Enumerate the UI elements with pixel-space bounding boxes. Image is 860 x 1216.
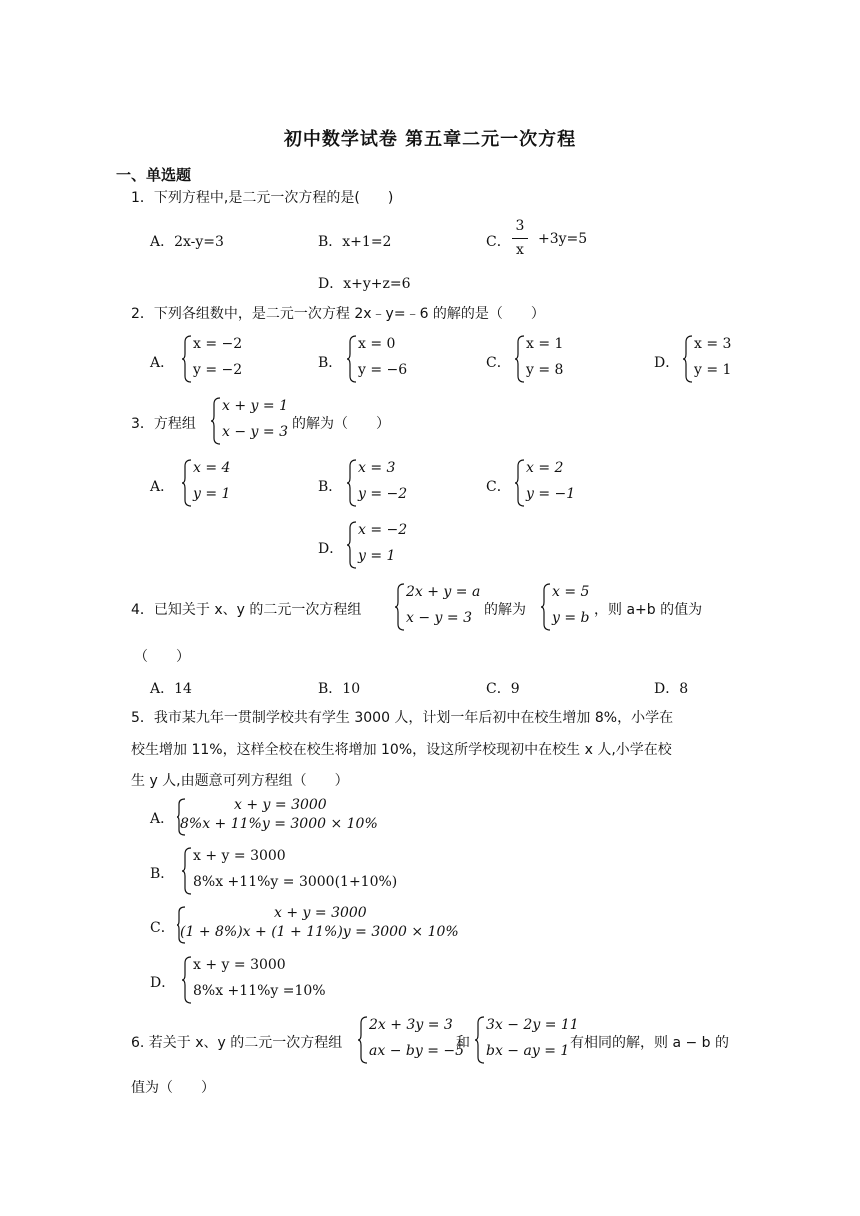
q3-option-c-system (514, 458, 594, 508)
question-5-line-2: 校生增加 11%，这样全校在校生将增加 10%，设这所学校现初中在校生 x 人,小学在校 (131, 742, 672, 758)
left-brace-icon (474, 1015, 486, 1065)
equation-row: x = −2 (358, 522, 408, 538)
q5-option-c-system (176, 905, 476, 945)
question-4-mid: 的解为 (484, 602, 526, 618)
q1-option-b: B．x+1=2 (318, 234, 392, 250)
equation-row: y = 1 (193, 486, 231, 502)
left-brace-icon (357, 1015, 369, 1065)
q4-option-a: A．14 (150, 681, 192, 697)
equation-row: x = 4 (193, 460, 231, 476)
q2-option-d-label: D． (654, 355, 680, 371)
equation-row: y = 8 (526, 362, 564, 378)
q5-option-c-label: C． (150, 920, 175, 936)
q5-option-d-system (181, 955, 381, 1005)
q2-option-a-label: A． (150, 355, 175, 371)
q1-option-d: D．x+y+z=6 (318, 276, 411, 292)
left-brace-icon (514, 458, 526, 508)
equation-row: x + y = 3000 (234, 797, 327, 813)
question-6-mid: 和 (456, 1035, 470, 1051)
equation-row: x = 5 (552, 584, 590, 600)
q2-option-b-label: B． (318, 355, 343, 371)
equation-row: x − y = 3 (406, 610, 472, 626)
equation-row: y = 1 (358, 548, 396, 564)
question-1-text: 1．下列方程中,是二元一次方程的是( ) (131, 190, 394, 206)
question-6-prefix: 6. 若关于 x、y 的二元一次方程组 (131, 1035, 343, 1051)
left-brace-icon (346, 520, 358, 570)
equation-row: x + y = 3000 (193, 957, 286, 973)
question-2-text: 2．下列各组数中，是二元一次方程 2x﹣y=﹣6 的解的是（ ） (131, 306, 545, 322)
q6-system-2 (474, 1015, 579, 1065)
q5-option-a-system (176, 797, 406, 837)
equation-row: x = 3 (358, 460, 396, 476)
section-heading: 一、单选题 (116, 166, 192, 184)
equation-row: (1 + 8%)x + (1 + 11%)y = 3000 × 10% (180, 924, 459, 940)
fraction-numerator: 3 (515, 218, 525, 234)
equation-row: x = −2 (193, 336, 243, 352)
equation-row: 8%x +11%y = 3000(1+10%) (193, 874, 398, 890)
page-title: 初中数学试卷 第五章二元一次方程 (283, 129, 577, 150)
equation-row: 8%x + 11%y = 3000 × 10% (180, 816, 378, 832)
q1-option-c-fraction (512, 218, 528, 260)
equation-row: ax − by = −5 (369, 1043, 465, 1059)
q3-option-d-label: D． (318, 541, 344, 557)
left-brace-icon (210, 396, 222, 446)
question-5-line-1: 5．我市某九年一贯制学校共有学生 3000 人，计划一年后初中在校生增加 8%，小学在 (131, 710, 674, 726)
equation-row: 2x + y = a (406, 584, 481, 600)
q3-option-a-label: A． (150, 479, 175, 495)
q2-option-b-system (346, 334, 426, 384)
q1-option-c-rest: +3y=5 (538, 231, 588, 247)
q5-option-d-label: D． (150, 975, 176, 991)
equation-row: y = −1 (526, 486, 576, 502)
equation-row: y = −2 (193, 362, 243, 378)
q1-option-a: A．2x-y=3 (150, 234, 224, 250)
equation-row: 3x − 2y = 11 (486, 1017, 579, 1033)
equation-row: bx − ay = 1 (486, 1043, 570, 1059)
question-4-paren: （ ） (134, 649, 190, 665)
q2-option-d-system (682, 334, 762, 384)
equation-row: x = 2 (526, 460, 564, 476)
q5-option-b-label: B． (150, 866, 175, 882)
equation-row: x + y = 3000 (193, 848, 286, 864)
q2-option-a-system (181, 334, 261, 384)
equation-row: y = b (552, 610, 590, 626)
question-5-line-3: 生 y 人,由题意可列方程组（ ） (131, 773, 349, 789)
equation-row: x = 1 (526, 336, 564, 352)
q3-system (210, 396, 290, 446)
q4-option-c: C．9 (486, 681, 520, 697)
q3-option-a-system (181, 458, 261, 508)
equation-row: x = 3 (694, 336, 732, 352)
q4-system (394, 582, 484, 632)
left-brace-icon (181, 955, 193, 1005)
equation-row: x − y = 3 (222, 424, 288, 440)
q5-option-b-system (181, 846, 411, 896)
left-brace-icon (514, 334, 526, 384)
left-brace-icon (181, 334, 193, 384)
equation-row: x + y = 1 (222, 398, 288, 414)
q4-option-d: D．8 (654, 681, 689, 697)
q2-option-c-label: C． (486, 355, 511, 371)
q3-option-b-system (346, 458, 426, 508)
question-3-suffix: 的解为（ ） (292, 416, 390, 432)
left-brace-icon (540, 582, 552, 632)
q5-option-a-label: A． (150, 811, 175, 827)
q6-system-1 (357, 1015, 465, 1065)
left-brace-icon (346, 458, 358, 508)
question-4-prefix: 4．已知关于 x、y 的二元一次方程组 (131, 602, 362, 618)
left-brace-icon (346, 334, 358, 384)
equation-row: y = −6 (358, 362, 408, 378)
equation-row: 2x + 3y = 3 (369, 1017, 453, 1033)
left-brace-icon (181, 458, 193, 508)
fraction-denominator: x (516, 242, 524, 258)
question-4-suffix: ，则 a+b 的值为 (594, 602, 703, 618)
q3-option-d-system (346, 520, 426, 570)
equation-row: x + y = 3000 (274, 905, 367, 921)
q3-option-b-label: B． (318, 479, 343, 495)
equation-row: x = 0 (358, 336, 396, 352)
fraction-bar (512, 238, 528, 239)
question-3-prefix: 3．方程组 (131, 416, 196, 432)
question-6-suffix: 有相同的解，则 a − b 的 (570, 1035, 729, 1051)
q3-option-c-label: C． (486, 479, 511, 495)
left-brace-icon (181, 846, 193, 896)
q4-option-b: B．10 (318, 681, 361, 697)
equation-row: y = 1 (694, 362, 732, 378)
equation-row: y = −2 (358, 486, 408, 502)
left-brace-icon (682, 334, 694, 384)
equation-row: 8%x +11%y =10% (193, 983, 326, 999)
left-brace-icon (394, 582, 406, 632)
q1-option-c-label: C． (486, 234, 511, 250)
question-6-line-2: 值为（ ） (131, 1080, 215, 1096)
q2-option-c-system (514, 334, 594, 384)
